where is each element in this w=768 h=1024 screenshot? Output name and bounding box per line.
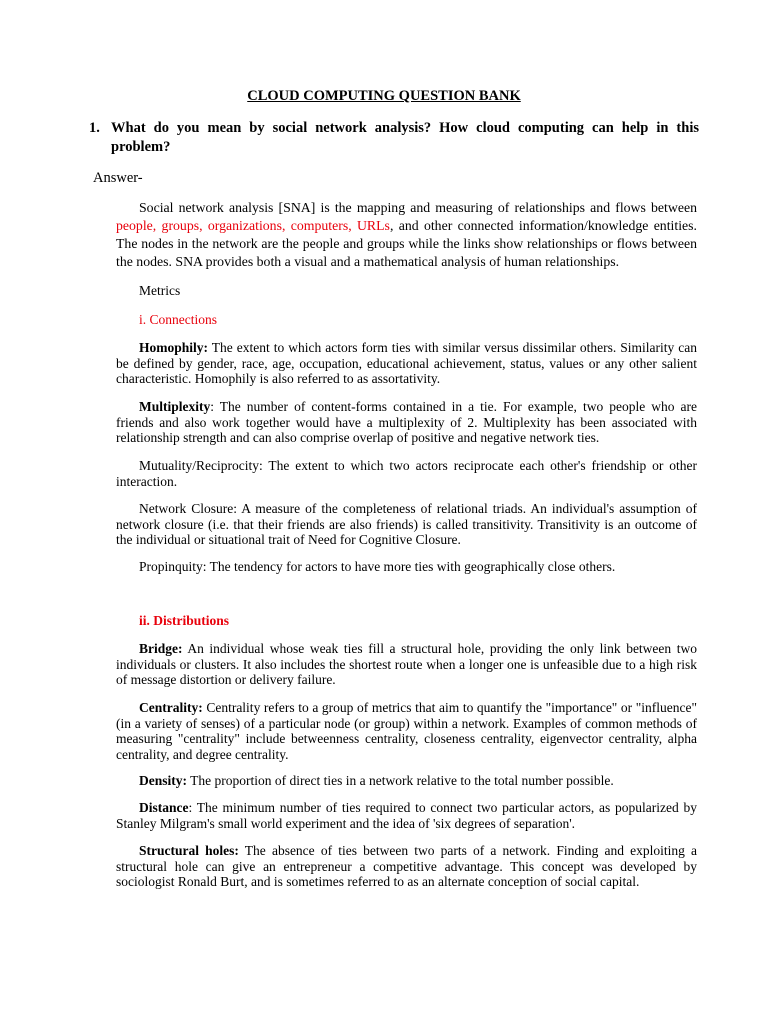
- intro-paragraph: [116, 199, 697, 271]
- distance-paragraph: [116, 800, 697, 831]
- section-distributions-heading: ii. Distributions: [139, 613, 230, 628]
- multiplexity-text: : The number of content-forms contained in a tie. For example, two people who are friends and also work together would have a multiplexity of 2. Multiplexity has been associated with relationship strength and can also comprise overlap of positive and negative network ties.: [116, 399, 697, 446]
- question-text: What do you mean by social network analysis? How cloud computing can help in this problem?: [111, 120, 699, 155]
- centrality-text: Centrality refers to a group of metrics that aim to quantify the "importance" or "influence" (in a variety of senses) of a particular node (or group) within a network. Examples of common methods of measuring "centrality" include betweenness centrality, closeness centrality, eigenvector centrality, alpha centrality, and degree centrality.: [116, 700, 697, 762]
- distance-text: : The minimum number of ties required to connect two particular actors, as popularized by Stanley Milgram's small world experiment and the idea of 'six degrees of separation'.: [116, 800, 697, 831]
- density-term: Density:: [139, 773, 187, 788]
- bridge-term: Bridge:: [139, 641, 183, 656]
- intro-text-1: Social network analysis [SNA] is the mapping and measuring of relationships and flows between: [139, 200, 697, 215]
- mutuality-paragraph: Mutuality/Reciprocity: The extent to which two actors reciprocate each other's friendship or other interaction.: [116, 458, 697, 489]
- density-paragraph: [116, 773, 697, 789]
- section-connections-heading: i. Connections: [139, 312, 217, 327]
- question-number: 1.: [89, 120, 100, 136]
- document-title: CLOUD COMPUTING QUESTION BANK: [247, 88, 521, 104]
- multiplexity-term: Multiplexity: [139, 399, 211, 414]
- intro-highlight: people, groups, organizations, computers, URLs: [116, 218, 390, 233]
- homophily-term: Homophily:: [139, 340, 209, 355]
- structural-holes-paragraph: [116, 843, 697, 890]
- multiplexity-paragraph: [116, 399, 697, 446]
- centrality-paragraph: [116, 700, 697, 762]
- centrality-term: Centrality:: [139, 700, 203, 715]
- bridge-paragraph: [116, 641, 697, 688]
- structural-holes-text: The absence of ties between two parts of a network. Finding and exploiting a structural hole can give an entrepreneur a competitive advantage. This concept was developed by sociologist Ronald Burt, and is sometimes referred to as an alternate conception of social capital.: [116, 843, 698, 890]
- network-closure-paragraph: Network Closure: A measure of the completeness of relational triads. An individual's assumption of network closure (i.e. that their friends are also friends) is called transitivity. Transitivity is an outcome of the individual or situational trait of Need for Cognitive Closure.: [116, 501, 697, 548]
- answer-label: Answer-: [93, 170, 143, 186]
- metrics-heading: Metrics: [139, 283, 181, 298]
- structural-holes-term: Structural holes:: [139, 843, 239, 858]
- question-1: [89, 119, 699, 157]
- density-text: The proportion of direct ties in a network relative to the total number possible.: [187, 773, 614, 788]
- homophily-paragraph: [116, 340, 697, 387]
- intro-text-2: , and other connected information/knowledge entities. The nodes in the network are the people and groups while the links show relationships or flows between the nodes. SNA provides both a visual and a mathematical analysis of human relationships.: [116, 218, 697, 269]
- propinquity-paragraph: Propinquity: The tendency for actors to have more ties with geographically close others.: [139, 559, 616, 574]
- homophily-text: The extent to which actors form ties with similar versus dissimilar others. Similarity can be defined by gender, race, age, occupation, educational achievement, status, values or any other salient characteristic. Homophily is also referred to as assortativity.: [116, 340, 697, 387]
- distance-term: Distance: [139, 800, 189, 815]
- bridge-text: An individual whose weak ties fill a structural hole, providing the only link between two individuals or clusters. It also includes the shortest route when a longer one is unfeasible due to a high risk of message distortion or delivery failure.: [116, 641, 697, 688]
